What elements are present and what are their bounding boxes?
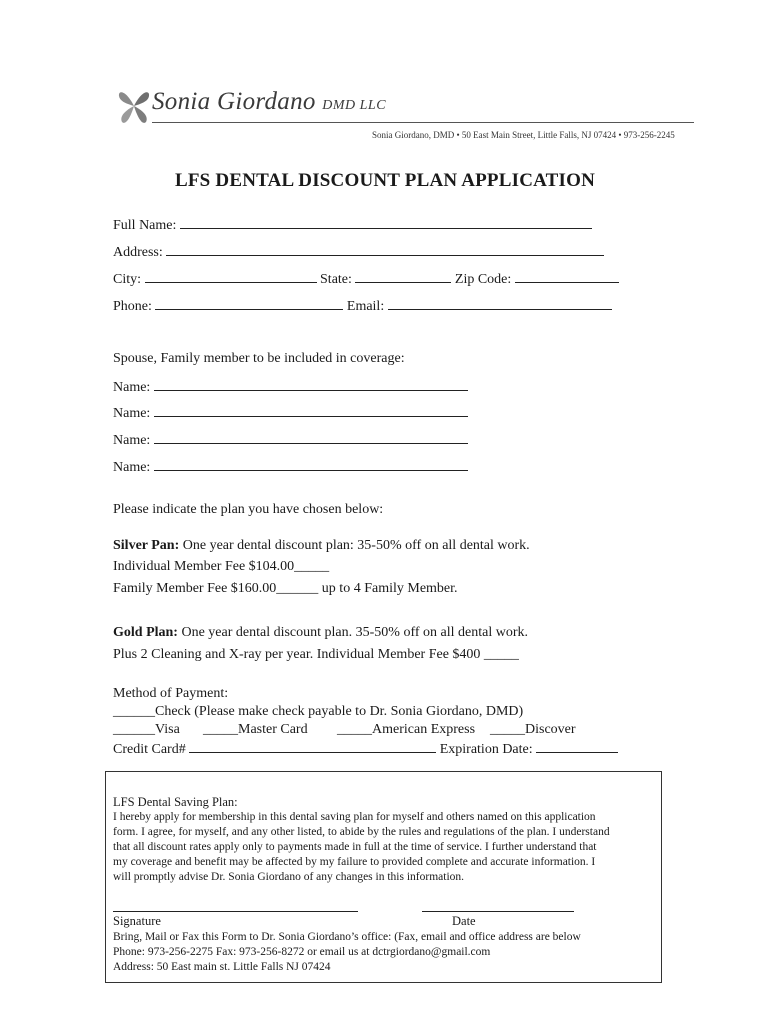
silver-individual-option[interactable]: Individual Member Fee $104.00_____ — [113, 559, 330, 574]
family-name-row — [113, 458, 468, 476]
silver-plan-row — [113, 538, 530, 554]
family-name-label: Name: — [113, 433, 151, 448]
phone-label: Phone: — [113, 299, 152, 314]
family-name-row — [113, 404, 468, 422]
gold-plan-title: Gold Plan: — [113, 625, 178, 640]
date-label: Date — [452, 914, 476, 928]
state-label: State: — [320, 272, 352, 287]
family-name-label: Name: — [113, 406, 151, 421]
check-option[interactable]: ______Check (Please make check payable to Dr. Sonia Giordano, DMD) — [113, 704, 524, 719]
footer-contact: Phone: 973-256-2275 Fax: 973-256-8272 or email us at dctrgiordano@gmail.com — [113, 946, 491, 958]
agreement-line: that all discount rates apply only to payments made in full at the time of service. I further understand that — [113, 841, 597, 853]
agreement-heading: LFS Dental Saving Plan: — [113, 795, 238, 809]
address-label: Address: — [113, 245, 163, 260]
address-row — [113, 243, 604, 261]
expiration-field[interactable] — [536, 740, 618, 753]
card-label: Credit Card# — [113, 742, 186, 757]
discover-option[interactable]: _____Discover — [490, 722, 576, 737]
header-contact: Sonia Giordano, DMD • 50 East Main Street, Little Falls, NJ 07424 • 973-256-2245 — [372, 130, 675, 140]
state-field[interactable] — [355, 270, 451, 283]
card-row — [113, 740, 618, 758]
logo-name: Sonia Giordano — [152, 88, 316, 115]
amex-option[interactable]: _____American Express — [337, 722, 476, 737]
full-name-label: Full Name: — [113, 218, 177, 233]
visa-option[interactable]: ______Visa — [113, 722, 180, 737]
family-name-row — [113, 431, 468, 449]
signature-field[interactable] — [113, 911, 358, 912]
logo-suffix: DMD LLC — [322, 98, 387, 113]
family-name-label: Name: — [113, 460, 151, 475]
phone-email-row — [113, 297, 612, 315]
gold-plan-desc: One year dental discount plan. 35-50% off on all dental work. — [181, 625, 529, 640]
zip-field[interactable] — [515, 270, 619, 283]
agreement-line: form. I agree, for myself, and any other listed, to abide by the rules and regulations of the plan. I understand — [113, 826, 610, 838]
city-label: City: — [113, 272, 142, 287]
card-number-field[interactable] — [189, 740, 436, 753]
date-field[interactable] — [422, 911, 574, 912]
gold-individual-option[interactable]: Plus 2 Cleaning and X-ray per year. Individual Member Fee $400 _____ — [113, 647, 519, 662]
plan-heading: Please indicate the plan you have chosen below: — [113, 502, 384, 517]
family-name-field-1[interactable] — [154, 378, 468, 391]
city-field[interactable] — [145, 270, 317, 283]
email-field[interactable] — [388, 297, 612, 310]
agreement-line: I hereby apply for membership in this dental saving plan for myself and others named on this application — [113, 811, 596, 823]
butterfly-logo-icon — [116, 86, 152, 126]
silver-plan-desc: One year dental discount plan: 35-50% off on all dental work. — [182, 538, 530, 553]
family-heading: Spouse, Family member to be included in coverage: — [113, 351, 405, 366]
payment-heading: Method of Payment: — [113, 686, 229, 701]
gold-plan-row — [113, 625, 528, 641]
agreement-line: will promptly advise Dr. Sonia Giordano of any changes in this information. — [113, 871, 465, 883]
full-name-row — [113, 216, 592, 234]
mastercard-option[interactable]: _____Master Card — [203, 722, 308, 737]
family-name-label: Name: — [113, 380, 151, 395]
signature-label: Signature — [113, 914, 161, 928]
phone-field[interactable] — [155, 297, 343, 310]
page-title: LFS DENTAL DISCOUNT PLAN APPLICATION — [175, 170, 595, 191]
city-state-zip-row — [113, 270, 619, 288]
agreement-line: my coverage and benefit may be affected by my failure to provided complete and accurate information. I — [113, 856, 596, 868]
full-name-field[interactable] — [180, 216, 592, 229]
footer-address: Address: 50 East main st. Little Falls NJ 07424 — [113, 961, 331, 973]
email-label: Email: — [346, 299, 385, 314]
silver-family-option[interactable]: Family Member Fee $160.00______ up to 4 Family Member. — [113, 581, 458, 596]
family-name-field-4[interactable] — [154, 458, 468, 471]
family-name-field-2[interactable] — [154, 404, 468, 417]
family-name-field-3[interactable] — [154, 431, 468, 444]
expiration-label: Expiration Date: — [439, 742, 533, 757]
header-rule — [152, 122, 694, 123]
family-name-row — [113, 378, 468, 396]
practice-logo — [152, 88, 386, 116]
address-field[interactable] — [166, 243, 604, 256]
silver-plan-title: Silver Pan: — [113, 538, 180, 553]
footer-instructions: Bring, Mail or Fax this Form to Dr. Sonia Giordano’s office: (Fax, email and office address are below — [113, 931, 581, 943]
zip-label: Zip Code: — [454, 272, 512, 287]
